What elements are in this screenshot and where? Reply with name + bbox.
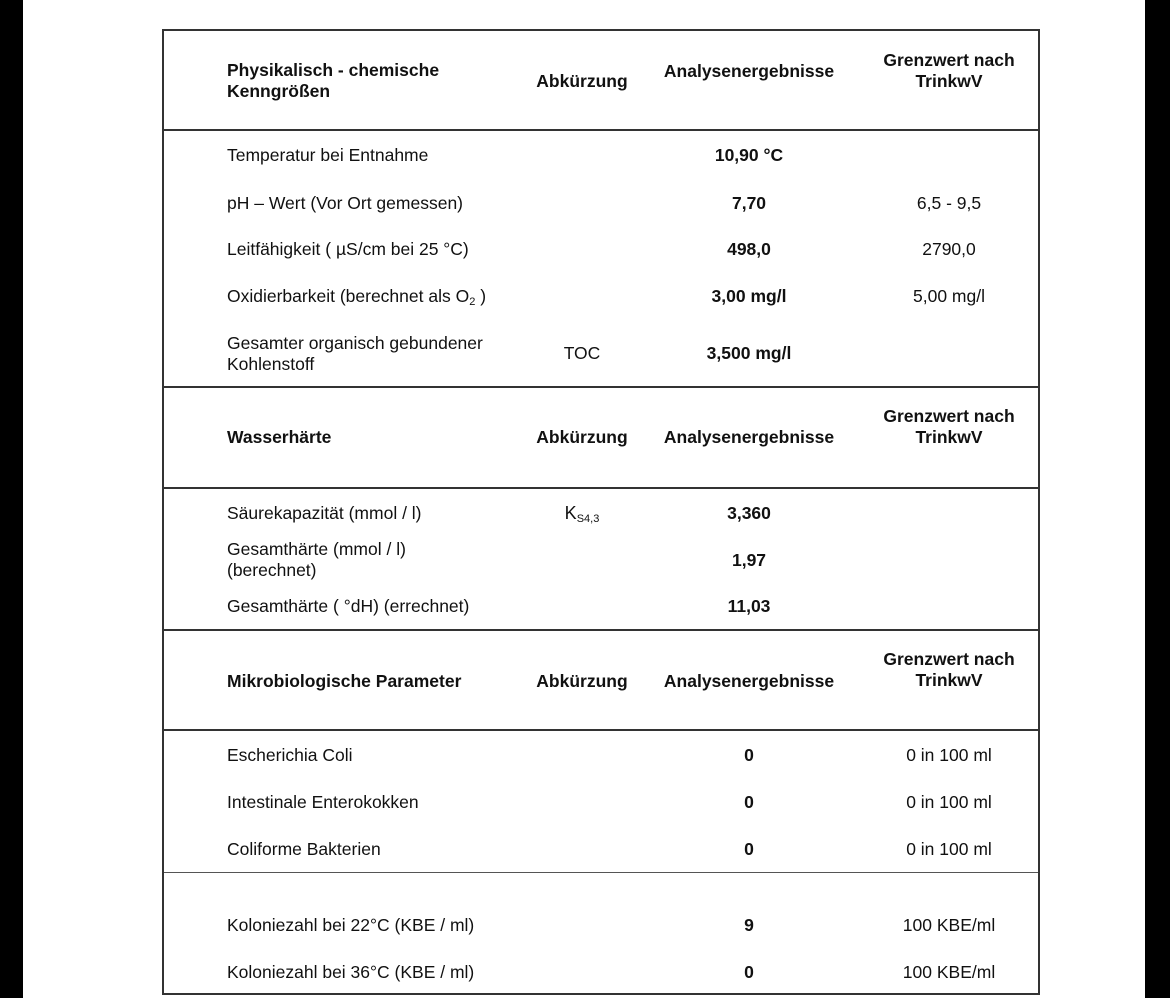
header-limit: Grenzwert nach TrinkwV bbox=[883, 50, 1015, 91]
row-param: Gesamthärte ( °dH) (errechnet) bbox=[227, 596, 470, 616]
row-result: 10,90 °C bbox=[714, 145, 784, 165]
header-param: Mikrobiologische Parameter bbox=[227, 671, 462, 691]
row-param: Koloniezahl bei 36°C (KBE / ml) bbox=[227, 962, 475, 982]
header-abbr: Abkürzung bbox=[536, 671, 628, 691]
divider bbox=[164, 487, 1038, 489]
header-result: Analysenergebnisse bbox=[663, 61, 835, 81]
row-result: 3,360 bbox=[727, 503, 771, 523]
row-result: 0 bbox=[744, 745, 754, 765]
header-param: Physikalisch - chemische Kenngrößen bbox=[227, 60, 440, 101]
row-limit: 0 in 100 ml bbox=[906, 792, 992, 812]
divider bbox=[164, 129, 1038, 131]
divider bbox=[164, 629, 1038, 631]
header-result: Analysenergebnisse bbox=[663, 671, 835, 691]
row-param: Säurekapazität (mmol / l) bbox=[227, 503, 422, 523]
row-result: 11,03 bbox=[727, 596, 771, 616]
header-abbr: Abkürzung bbox=[536, 427, 628, 447]
row-param: Temperatur bei Entnahme bbox=[227, 145, 429, 165]
row-result: 3,500 mg/l bbox=[706, 343, 792, 363]
row-abbr: TOC bbox=[563, 343, 601, 363]
row-param: Leitfähigkeit ( µS/cm bei 25 °C) bbox=[227, 239, 469, 259]
row-limit: 0 in 100 ml bbox=[906, 745, 992, 765]
row-param: Coliforme Bakterien bbox=[227, 839, 381, 859]
row-abbr: $K_{S4,3}$ bbox=[564, 503, 600, 525]
row-result: 0 bbox=[744, 792, 754, 812]
row-result: 0 bbox=[744, 839, 754, 859]
row-result: 498,0 bbox=[727, 239, 771, 259]
document-page bbox=[23, 0, 1145, 998]
row-result: 9 bbox=[744, 915, 754, 935]
row-result: 7,70 bbox=[731, 193, 767, 213]
row-param: pH – Wert (Vor Ort gemessen) bbox=[227, 193, 464, 213]
divider bbox=[164, 729, 1038, 731]
row-limit: 0 in 100 ml bbox=[906, 839, 992, 859]
row-limit: 6,5 - 9,5 bbox=[916, 193, 982, 213]
divider bbox=[164, 872, 1038, 873]
row-limit: 2790,0 bbox=[922, 239, 976, 259]
row-param: Gesamthärte (mmol / l) (berechnet) bbox=[227, 539, 406, 580]
row-result: 3,00 mg/l bbox=[711, 286, 787, 306]
row-param: Escherichia Coli bbox=[227, 745, 353, 765]
header-limit: Grenzwert nach TrinkwV bbox=[883, 406, 1015, 447]
row-limit: 100 KBE/ml bbox=[902, 962, 996, 982]
row-result: 0 bbox=[744, 962, 754, 982]
row-param: Oxidierbarkeit (berechnet als $O_2$ ) bbox=[227, 286, 487, 308]
header-param: Wasserhärte bbox=[227, 427, 332, 447]
row-limit: 5,00 mg/l bbox=[913, 286, 985, 306]
header-result: Analysenergebnisse bbox=[663, 427, 835, 447]
row-param: Gesamter organisch gebundener Kohlenstoff bbox=[227, 333, 483, 374]
analysis-table bbox=[162, 29, 1040, 995]
row-limit: 100 KBE/ml bbox=[902, 915, 996, 935]
row-param: Intestinale Enterokokken bbox=[227, 792, 419, 812]
row-result: 1,97 bbox=[731, 550, 767, 570]
header-limit: Grenzwert nach TrinkwV bbox=[883, 649, 1015, 690]
row-param: Koloniezahl bei 22°C (KBE / ml) bbox=[227, 915, 475, 935]
header-abbr: Abkürzung bbox=[536, 71, 628, 91]
divider bbox=[164, 386, 1038, 388]
